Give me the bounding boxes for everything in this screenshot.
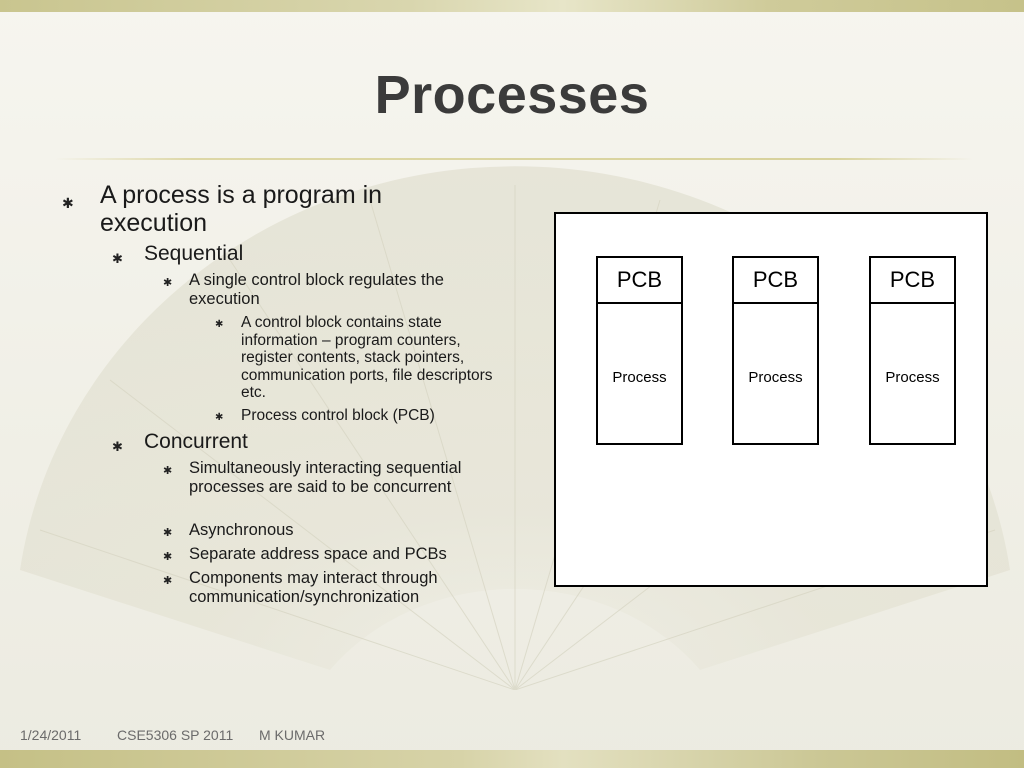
bullet-marker-icon: ✱: [163, 465, 173, 477]
list-item: [215, 407, 505, 425]
list-item: [62, 181, 482, 237]
bullet-text: Separate address space and PCBs: [189, 545, 447, 563]
bullet-marker-icon: ✱: [112, 251, 123, 266]
process-label: Process: [612, 369, 667, 386]
list-item: [163, 459, 503, 497]
slide-title: Processes: [374, 65, 650, 125]
bullet-text: Components may interact through communication/synchronization: [189, 569, 438, 606]
bullet-marker-icon: ✱: [163, 551, 173, 563]
pcb-header: PCB: [598, 258, 681, 304]
pcb-header: PCB: [734, 258, 817, 304]
bullet-text: Sequential: [144, 242, 244, 265]
bullet-text: Concurrent: [144, 430, 248, 453]
pcb-diagram: [554, 212, 988, 587]
bullet-marker-icon: ✱: [62, 195, 74, 211]
footer-course: CSE5306 SP 2011: [117, 727, 234, 743]
list-item: [163, 521, 503, 540]
process-block: [732, 256, 819, 445]
process-block: [869, 256, 956, 445]
bullet-text: Asynchronous: [189, 521, 294, 539]
bullet-text: A control block contains state information – program counters, register contents, stack pointers, communication ports, file descriptors etc.: [241, 314, 493, 401]
footer-author: M KUMAR: [259, 727, 326, 743]
bullet-marker-icon: ✱: [112, 439, 123, 454]
process-label: Process: [885, 369, 940, 386]
list-item: [163, 271, 503, 309]
bullet-text: Process control block (PCB): [241, 407, 435, 424]
bottom-decor-band: [0, 750, 1024, 768]
list-item: [163, 545, 503, 564]
list-item: [112, 430, 412, 454]
process-block: [596, 256, 683, 445]
process-label: Process: [748, 369, 803, 386]
bullet-marker-icon: ✱: [163, 277, 173, 289]
pcb-header: PCB: [871, 258, 954, 304]
bullet-text: A single control block regulates the execution: [189, 271, 444, 308]
footer-date: 1/24/2011: [20, 727, 82, 743]
bullet-text: Simultaneously interacting sequential processes are said to be concurrent: [189, 459, 462, 496]
list-item: [163, 569, 503, 607]
bullet-marker-icon: ✱: [215, 412, 224, 423]
bullet-marker-icon: ✱: [215, 319, 224, 330]
bullet-marker-icon: ✱: [163, 527, 173, 539]
bullet-marker-icon: ✱: [163, 575, 173, 587]
bullet-text: A process is a program in execution: [100, 181, 383, 237]
list-item: [215, 314, 505, 402]
list-item: [112, 242, 412, 266]
